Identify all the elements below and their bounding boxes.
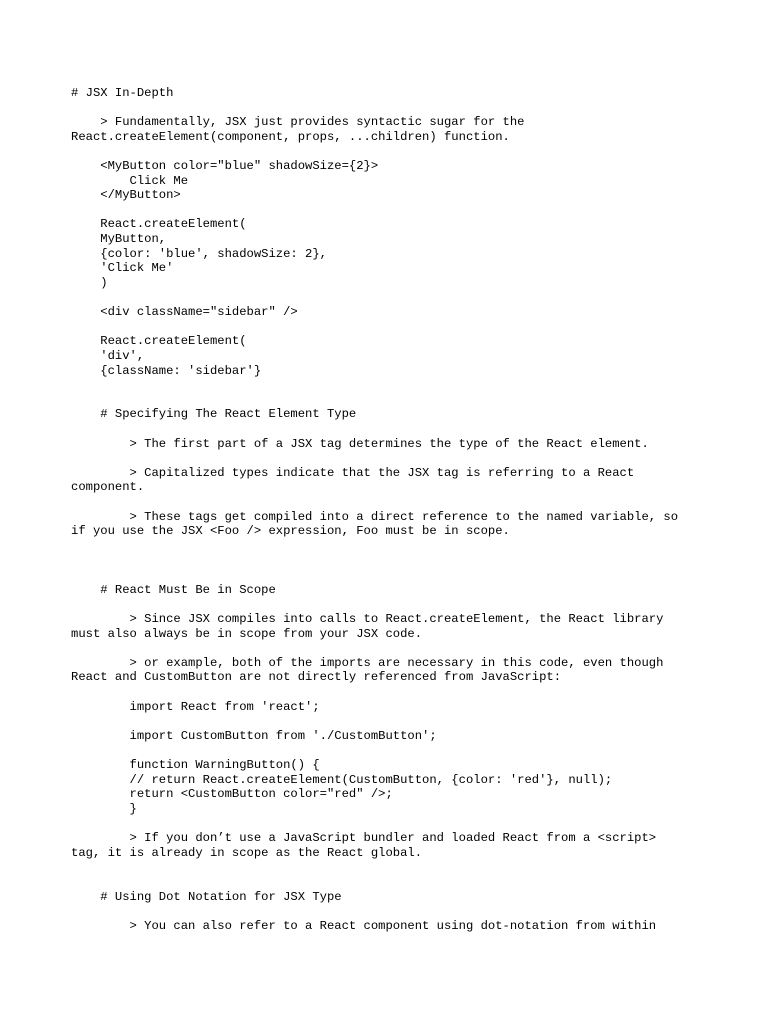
text-line bbox=[71, 685, 711, 700]
text-line: 'div', bbox=[71, 348, 145, 363]
text-line: </MyButton> bbox=[71, 188, 181, 203]
text-line: {className: 'sidebar'} bbox=[71, 363, 262, 378]
text-line bbox=[71, 320, 711, 335]
text-line: Click Me bbox=[71, 173, 189, 188]
text-line bbox=[71, 378, 711, 393]
text-line: <div className="sidebar" /> bbox=[71, 305, 298, 320]
text-line bbox=[71, 203, 711, 218]
text-line: must also always be in scope from your JSX code. bbox=[71, 626, 423, 641]
text-line bbox=[71, 743, 711, 758]
text-line: import React from 'react'; bbox=[71, 699, 320, 714]
text-line: > Since JSX compiles into calls to React.createElement, the React library bbox=[71, 611, 664, 626]
text-line: function WarningButton() { bbox=[71, 758, 320, 773]
text-line bbox=[71, 816, 711, 831]
text-line: } bbox=[71, 801, 137, 816]
text-line: # Using Dot Notation for JSX Type bbox=[71, 889, 342, 904]
text-line bbox=[71, 393, 711, 408]
text-line: // return React.createElement(CustomButton, {color: 'red'}, null); bbox=[71, 772, 613, 787]
text-line: > Capitalized types indicate that the JSX tag is referring to a React bbox=[71, 465, 635, 480]
text-line: React and CustomButton are not directly referenced from JavaScript: bbox=[71, 670, 562, 685]
text-line: return <CustomButton color="red" />; bbox=[71, 787, 393, 802]
text-line: <MyButton color="blue" shadowSize={2}> bbox=[71, 159, 379, 174]
text-line: # React Must Be in Scope bbox=[71, 582, 276, 597]
text-line: > Fundamentally, JSX just provides syntactic sugar for the bbox=[71, 115, 525, 130]
text-line: MyButton, bbox=[71, 232, 167, 247]
text-line: tag, it is already in scope as the React global. bbox=[71, 845, 423, 860]
text-line: # Specifying The React Element Type bbox=[71, 407, 357, 422]
document-text bbox=[71, 86, 711, 933]
text-line bbox=[71, 597, 711, 612]
text-line bbox=[71, 144, 711, 159]
text-line bbox=[71, 554, 711, 569]
text-line: > If you don’t use a JavaScript bundler and loaded React from a <script> bbox=[71, 831, 657, 846]
text-line: if you use the JSX <Foo /> expression, Foo must be in scope. bbox=[71, 524, 510, 539]
text-line bbox=[71, 495, 711, 510]
text-line bbox=[71, 451, 711, 466]
text-line: ) bbox=[71, 275, 108, 290]
text-line bbox=[71, 568, 711, 583]
text-line bbox=[71, 422, 711, 437]
text-line bbox=[71, 904, 711, 919]
text-line: > You can also refer to a React component using dot-notation from within bbox=[71, 918, 657, 933]
text-line bbox=[71, 101, 711, 116]
text-line: > or example, both of the imports are necessary in this code, even though bbox=[71, 655, 664, 670]
text-line: # JSX In-Depth bbox=[71, 86, 174, 100]
text-line: {color: 'blue', shadowSize: 2}, bbox=[71, 246, 327, 261]
text-line bbox=[71, 860, 711, 875]
text-line: > These tags get compiled into a direct reference to the named variable, so bbox=[71, 509, 679, 524]
text-line bbox=[71, 714, 711, 729]
text-line bbox=[71, 875, 711, 890]
text-line: React.createElement( bbox=[71, 217, 247, 232]
text-line: React.createElement(component, props, ...children) function. bbox=[71, 129, 510, 144]
text-line: > The first part of a JSX tag determines the type of the React element. bbox=[71, 436, 649, 451]
text-line: component. bbox=[71, 480, 145, 495]
text-line: React.createElement( bbox=[71, 334, 247, 349]
text-line: import CustomButton from './CustomButton'; bbox=[71, 728, 437, 743]
text-line: 'Click Me' bbox=[71, 261, 174, 276]
text-line bbox=[71, 641, 711, 656]
text-line bbox=[71, 291, 711, 306]
text-line bbox=[71, 539, 711, 554]
